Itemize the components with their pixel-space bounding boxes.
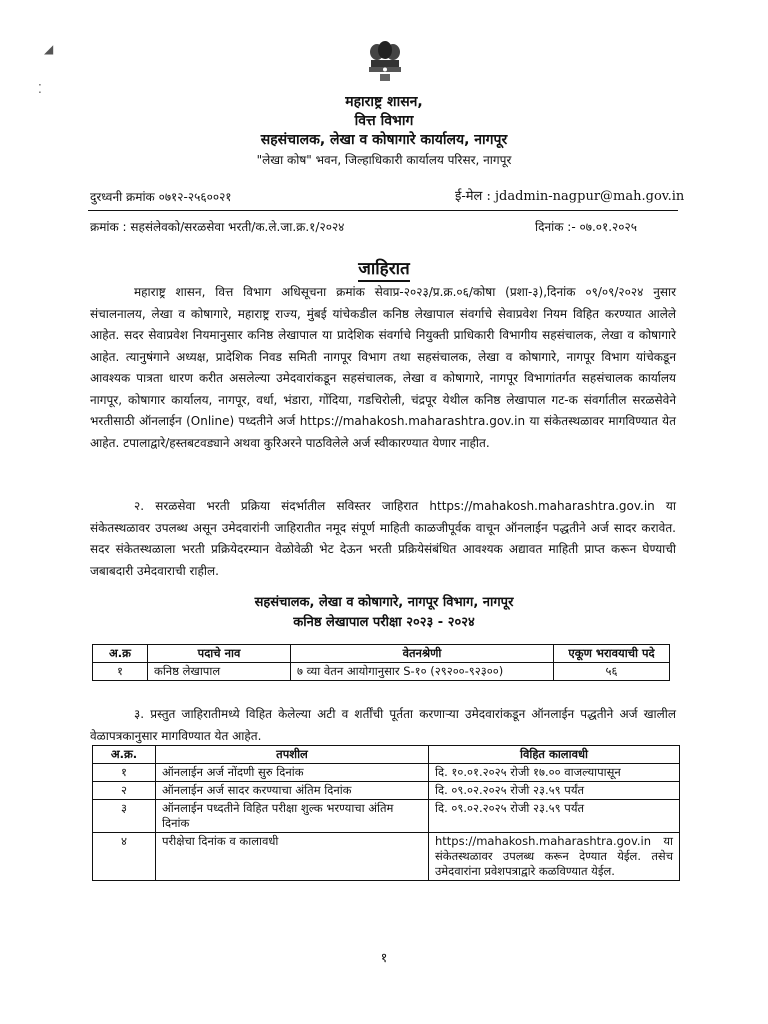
- org-office: सहसंचालक, लेखा व कोषागारे कार्यालय, नागपूर: [260, 132, 508, 148]
- table-cell: १: [93, 764, 156, 782]
- table-header: वेतनश्रेणी: [291, 645, 554, 663]
- org-department: वित्त विभाग: [354, 113, 414, 129]
- table-cell: ७ व्या वेतन आयोगानुसार S-१० (२९२००-९२३००): [291, 663, 554, 681]
- table-header-row: [93, 645, 670, 663]
- email-address: ई-मेल : jdadmin-nagpur@mah.gov.in: [455, 189, 685, 204]
- table-header: एकूण भरावयाची पदे: [554, 645, 670, 663]
- posts-table: [92, 644, 670, 681]
- table-row: [93, 764, 680, 782]
- exam-office-heading: सहसंचालक, लेखा व कोषागारे, नागपूर विभाग, नागपूर: [254, 595, 514, 610]
- table-row: [93, 663, 670, 681]
- reference-number: क्रमांक : सहसंलेवको/सरळसेवा भरती/क.ले.जा.क्र.१/२०२४: [90, 220, 345, 234]
- table-cell: ४: [93, 833, 156, 881]
- page-title: [0, 256, 768, 279]
- reference-date: दिनांक :- ०७.०१.२०२५: [535, 220, 638, 234]
- table-cell: १: [93, 663, 148, 681]
- table-cell: ऑनलाईन पध्दतीने विहित परीक्षा शुल्क भरण्याचा अंतिम दिनांक: [156, 800, 429, 833]
- table-header-row: [93, 746, 680, 764]
- table-header: अ.क्र: [93, 645, 148, 663]
- table-cell: दि. १०.०१.२०२५ रोजी १७.०० वाजल्यापासून: [429, 764, 680, 782]
- table-cell: https://mahakosh.maharashtra.gov.in या संकेतस्थळावर उपलब्ध करून देण्यात येईल. तसेच उमेदवारांना प्रवेशपत्राद्वारे कळविण्यात येईल.: [429, 833, 680, 881]
- title-text: जाहिरात: [358, 259, 410, 282]
- table-cell: ३: [93, 800, 156, 833]
- state-emblem-icon: [360, 38, 410, 88]
- table-header: पदाचे नाव: [148, 645, 291, 663]
- table-row: [93, 782, 680, 800]
- scan-mark-icon: ◢: [44, 42, 54, 56]
- table-cell: २: [93, 782, 156, 800]
- table-cell: ऑनलाईन अर्ज नोंदणी सुरु दिनांक: [156, 764, 429, 782]
- page-number: १: [380, 951, 388, 966]
- table-cell: ५६: [554, 663, 670, 681]
- table-cell: परीक्षेचा दिनांक व कालावधी: [156, 833, 429, 881]
- table-cell: दि. ०९.०२.२०२५ रोजी २३.५९ पर्यंत: [429, 800, 680, 833]
- table-row: [93, 833, 680, 881]
- table-header: अ.क्र.: [93, 746, 156, 764]
- header-divider: [88, 210, 678, 211]
- table-cell: कनिष्ठ लेखापाल: [148, 663, 291, 681]
- phone-number: दुरध्वनी क्रमांक ०७१२-२५६००२१: [90, 190, 232, 204]
- paragraph-1: महाराष्ट्र शासन, वित्त विभाग अधिसूचना क्रमांक सेवाप्र-२०२३/प्र.क्र.०६/कोषा (प्रशा-३),दिनांक ०९/०९/२०२४ नुसार संचालनालय, लेखा व कोषागारे, महाराष्ट्र राज्य, मुंबई यांचेकडील कनिष्ठ लेखापाल संवर्गाचे सेवाप्रवेश नियम विहित करण्यात आलेले आहेत. सदर सेवाप्रवेश नियमानुसार कनिष्ठ लेखापाल या प्रादेशिक संवर्गाचे नियुक्ती प्राधिकारी विभागीय सहसंचालक, लेखा व कोषागारे आहेत. त्यानुषंगाने अध्यक्ष, प्रादेशिक निवड समिती नागपूर विभाग तथा सहसंचालक, लेखा व कोषागारे, नागपूर विभाग यांचेकडून आवश्यक पात्रता धारण करीत असलेल्या उमेदवारांकडून सहसंचालक, लेखा व कोषागारे, नागपूर विभागांतर्गत सहसंचालक कार्यालय नागपूर, कोषागार कार्यालय, नागपूर, वर्धा, भंडारा, गोंदिया, गडचिरोली, चंद्रपूर येथील कनिष्ठ लेखापाल गट-क संवर्गातील सरळसेवेने भरतीसाठी ऑनलाईन (Online) पध्दतीने अर्ज https://mahakosh.maharashtra.gov.in या संकेतस्थळावर मागविण्यात येत आहेत. टपालाद्वारे/हस्तबटवड्याने अथवा कुरिअरने पाठविलेले अर्ज स्वीकारण्यात येणार नाहीत.: [90, 285, 676, 450]
- table-header: विहित कालावधी: [429, 746, 680, 764]
- org-state: महाराष्ट्र शासन,: [345, 94, 423, 110]
- paragraph-3: ३. प्रस्तुत जाहिरातीमध्ये विहित केलेल्या अटी व शर्तींची पूर्तता करणाऱ्या उमेदवारांकडून ऑनलाईन पद्धतीने अर्ज खालील वेळापत्रकानुसार मागविण्यात येत आहेत.: [90, 707, 676, 743]
- paragraph-2: २. सरळसेवा भरती प्रक्रिया संदर्भातील सविस्तर जाहिरात https://mahakosh.maharashtra.gov.in या संकेतस्थळावर उपलब्ध असून उमेदवारांनी जाहिरातीत नमूद संपूर्ण माहिती काळजीपूर्वक वाचून ऑनलाईन पद्धतीने अर्ज सादर करावेत. सदर संकेतस्थळाला भरती प्रक्रियेदरम्यान वेळोवेळी भेट देऊन भरती प्रक्रियेसंबंधित आवश्यक अद्यावत माहिती प्राप्त करून घेण्याची जबाबदारी उमेदवाराची राहील.: [90, 499, 676, 578]
- table-cell: दि. ०९.०२.२०२५ रोजी २३.५९ पर्यंत: [429, 782, 680, 800]
- table-row: [93, 800, 680, 833]
- table-header: तपशील: [156, 746, 429, 764]
- table-cell: ऑनलाईन अर्ज सादर करण्याचा अंतिम दिनांक: [156, 782, 429, 800]
- scan-mark-icon: ⁚: [38, 82, 42, 96]
- schedule-table: [92, 745, 680, 881]
- org-address: "लेखा कोष" भवन, जिल्हाधिकारी कार्यालय परिसर, नागपूर: [256, 153, 512, 167]
- exam-title-heading: कनिष्ठ लेखापाल परीक्षा २०२३ - २०२४: [293, 615, 475, 630]
